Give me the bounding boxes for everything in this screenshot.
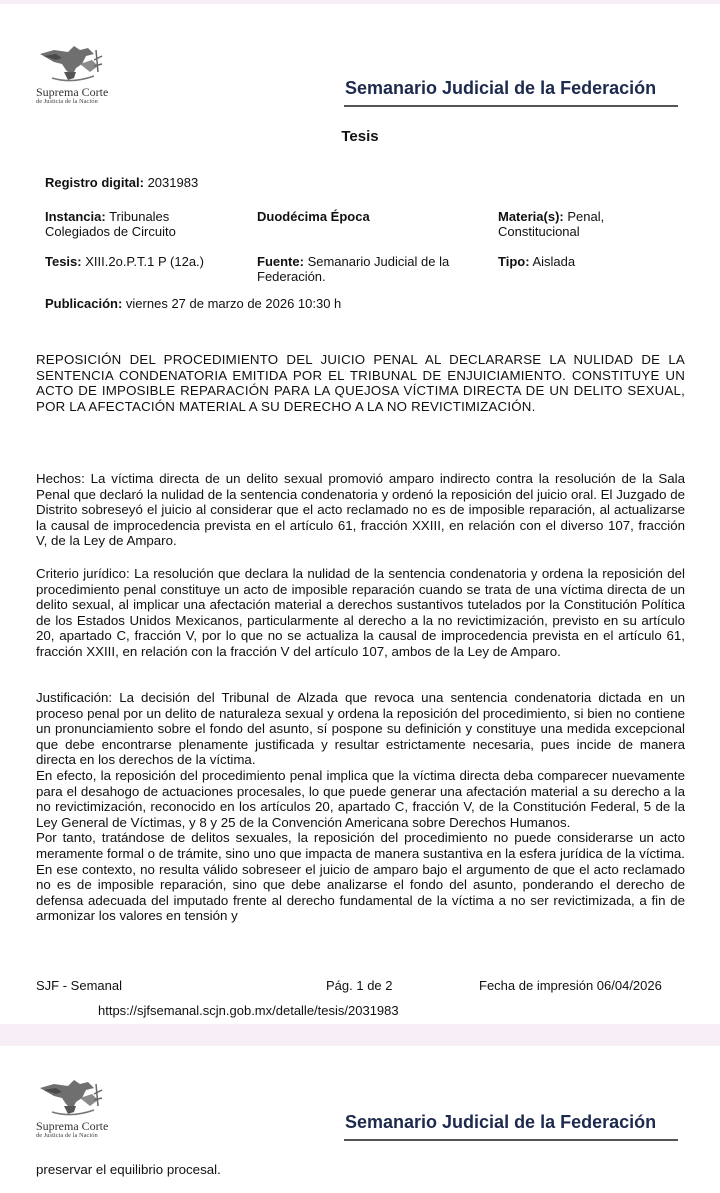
criterio-text: Criterio jurídico: La resolución que declara la nulidad de la sentencia condenatoria y ordena la reposición del procedimiento penal constituye un acto de imposible reparación cuando se trata de una víctima directa de un delito sexual, al implicar una afectación material a derechos sustantivos tutelados por la Constitución Política de los Estados Unidos Mexicanos, particularmente al derecho a la no revictimización, previsto en su artículo 20, apartado C, fracción V, por lo que no se actualiza la causal de improcedencia prevista en el artículo 61, fracción XXIII, en relación con la fracción V del artículo 107, ambos de la Ley de Amparo. — [36, 566, 685, 659]
hechos-paragraph — [36, 471, 685, 549]
fuente — [257, 254, 482, 284]
justificacion-text-1: Justificación: La decisión del Tribunal de Alzada que revoca una sentencia condenatoria dictada en un proceso penal por un delito de naturaleza sexual y ordena la reposición del procedimiento, si bien no contiene un pronunciamiento sobre el fondo del asunto, sí pospone su definición y constituye una medida excepcional que debe encontrarse plenamente justificada y resultar estrictamente necesaria, pues incide de manera directa en los derechos de la víctima. — [36, 690, 685, 768]
tesis-label: Tesis: — [45, 254, 82, 269]
instancia-value: Tribunales Colegiados de Circuito — [45, 209, 176, 239]
continuation-text: preservar el equilibrio procesal. — [36, 1162, 221, 1177]
justificacion-text-3: Por tanto, tratándose de delitos sexuales, la reposición del procedimiento no puede considerarse un acto meramente formal o de trámite, sino uno que impacta de manera sustantiva en la esfera jurídica de la víctima. En ese contexto, no resulta válido sobreseer el juicio de amparo bajo el argumento de que el acto reclamado no es de imposible reparación, sino que debe analizarse el fondo del asunto, ponderando el derecho de defensa adecuada del imputado frente al derecho fundamental de la víctima a no ser revictimizada, a fin de armonizar los valores en tensión y — [36, 830, 685, 924]
footer-print-date: Fecha de impresión 06/04/2026 — [479, 978, 662, 993]
tesis-rubro: REPOSICIÓN DEL PROCEDIMIENTO DEL JUICIO PENAL AL DECLARARSE LA NULIDAD DE LA SENTENCIA CONDENATORIA EMITIDA POR EL TRIBUNAL DE ENJUICIAMIENTO. CONSTITUYE UN ACTO DE IMPOSIBLE REPARACIÓN PARA LA QUEJOSA VÍCTIMA DIRECTA DE UN DELITO SEXUAL, POR LA AFECTACIÓN MATERIAL A SU DERECHO A LA NO REVICTIMIZACIÓN. — [36, 352, 685, 414]
document-page-2 — [0, 1046, 720, 1193]
justificacion-text-2: En efecto, la reposición del procedimiento penal implica que la víctima directa deba comparecer nuevamente para el desahogo de actuaciones procesales, lo que puede generar una afectación material a su derecho a la no revictimización, reconocido en los artículos 20, apartado C, fracción V, de la Constitución Federal, 5 de la Ley General de Víctimas, y 8 y 25 de la Convención Americana sobre Derechos Humanos. — [36, 767, 685, 830]
materia-value: Penal, Constitucional — [498, 209, 605, 239]
fuente-value: Semanario Judicial de la Federación. — [257, 254, 450, 284]
publication-title: Semanario Judicial de la Federación — [345, 1112, 657, 1132]
scjn-logo — [36, 42, 118, 105]
justificacion-paragraph — [36, 690, 685, 924]
logo-text-line2: de Justicia de la Nación — [36, 1132, 98, 1139]
epoca — [257, 209, 370, 224]
publicacion-label: Publicación: — [45, 296, 123, 311]
publication-title: Semanario Judicial de la Federación — [345, 78, 657, 98]
scjn-logo-page2 — [36, 1076, 118, 1139]
document-type: Tesis — [341, 128, 379, 145]
tipo-label: Tipo: — [498, 254, 530, 269]
registro-digital — [45, 175, 198, 190]
materia-label: Materia(s): — [498, 209, 564, 224]
footer-page-number: Pág. 1 de 2 — [326, 978, 393, 993]
logo-text-line2: de Justicia de la Nación — [36, 98, 98, 105]
document-page-1 — [0, 4, 720, 1024]
eagle-emblem-icon — [36, 42, 108, 84]
instancia-label: Instancia: — [45, 209, 106, 224]
footer-source: SJF - Semanal — [36, 978, 122, 993]
registro-label: Registro digital: — [45, 175, 144, 190]
publicacion — [45, 296, 341, 311]
tipo — [498, 254, 575, 269]
epoca-value: Duodécima Época — [257, 209, 370, 224]
logo-text-line1: Suprema Corte — [36, 85, 109, 99]
criterio-paragraph — [36, 566, 685, 660]
footer-url-link[interactable]: https://sjfsemanal.scjn.gob.mx/detalle/tesis/2031983 — [98, 1003, 399, 1018]
registro-value: 2031983 — [147, 175, 199, 190]
header-divider — [344, 1139, 678, 1141]
publicacion-value: viernes 27 de marzo de 2026 10:30 h — [125, 296, 342, 311]
tipo-value: Aislada — [532, 254, 576, 269]
tesis-value: XIII.2o.P.T.1 P (12a.) — [85, 254, 204, 269]
fuente-label: Fuente: — [257, 254, 304, 269]
instancia — [45, 209, 230, 239]
header-divider — [344, 105, 678, 107]
hechos-text: Hechos: La víctima directa de un delito sexual promovió amparo indirecto contra la resolución de la Sala Penal que declaró la nulidad de la sentencia condenatoria y ordenó la reposición del juicio oral. El Juzgado de Distrito sobreseyó el juicio al considerar que el acto reclamado no es de imposible reparación, al actualizarse la causal de improcedencia prevista en el artículo 61, fracción XXIII, en relación con el diverso 107, fracción V, de la Ley de Amparo. — [36, 471, 685, 549]
tesis-number — [45, 254, 204, 269]
materia — [498, 209, 658, 239]
logo-text-line1: Suprema Corte — [36, 1119, 109, 1133]
eagle-emblem-icon — [36, 1076, 108, 1118]
